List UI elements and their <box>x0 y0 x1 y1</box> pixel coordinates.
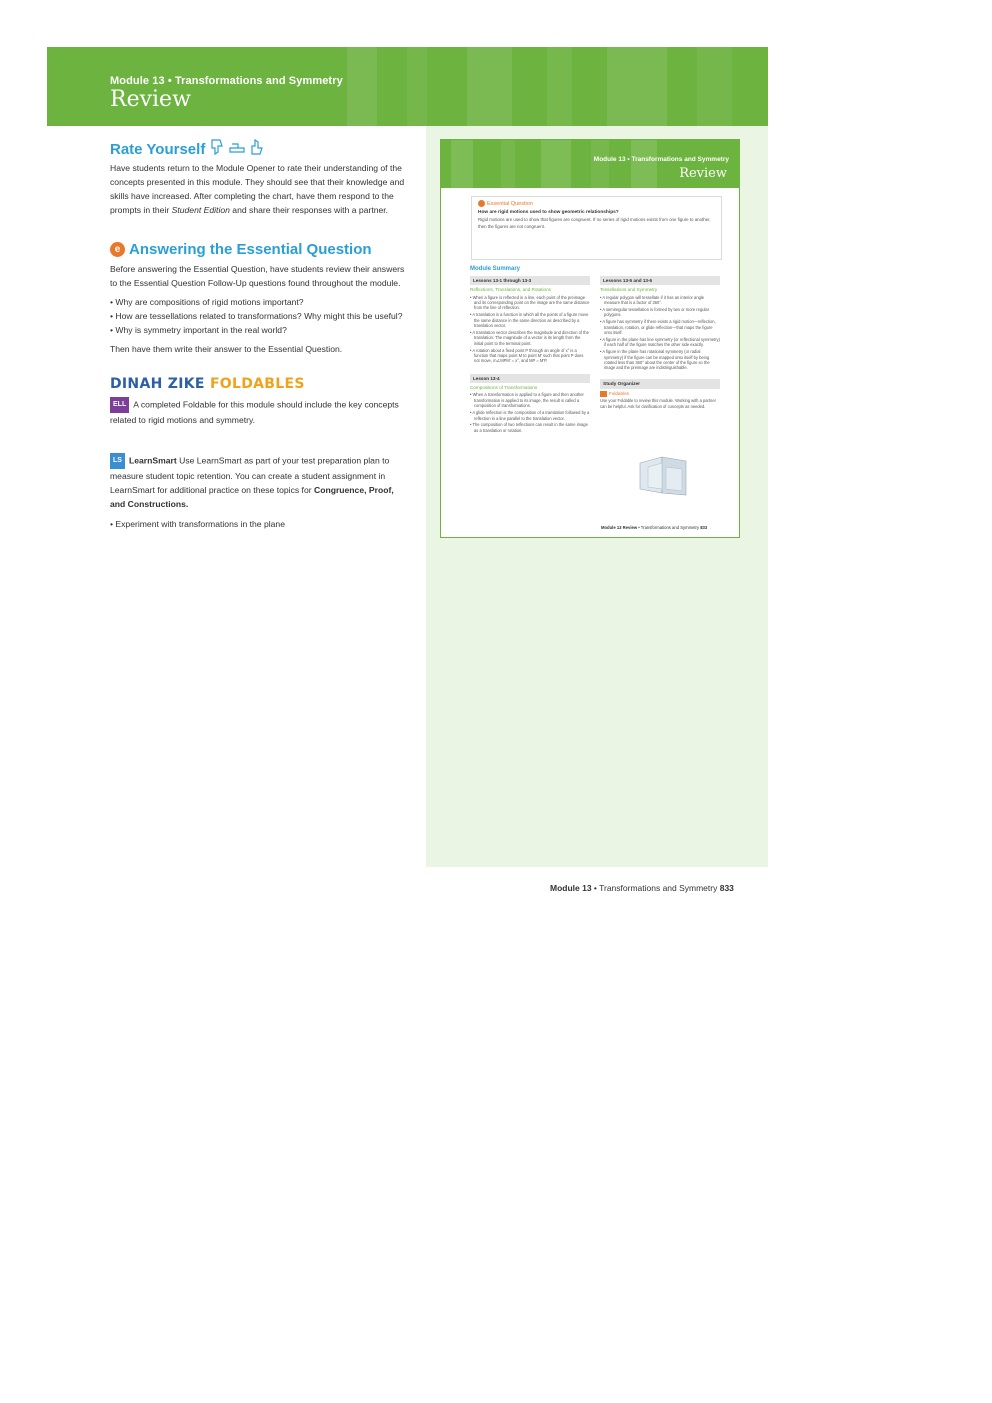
mini-subtitle: Compositions of Transformations <box>470 384 538 390</box>
list-item: • A figure in the plane has rotational symmetry (or radial symmetry) if the figure can be mapped onto itself by being rotated less than 360° about the center of the figure so the image and the preimage are indistinguishable. <box>600 349 710 371</box>
mini-lesson-bar: Lessons 13-5 and 13-6 <box>600 276 720 285</box>
teacher-notes-column <box>110 136 410 531</box>
mini-lesson-bar: Lesson 13-4 <box>470 374 590 383</box>
essential-question-heading-row <box>110 241 410 259</box>
learnsmart-bullet: • Experiment with transformations in the plane <box>110 519 285 529</box>
foldable-illustration <box>636 453 691 497</box>
foldables-text: ELL A completed Foldable for this module should include the key concepts related to rigid motions and symmetry. <box>110 397 410 427</box>
list-item: • When a transformation is applied to a figure and then another transformation is applied to its image, the result is called a composition of transformations. <box>470 392 584 409</box>
dinah-zike-foldables-logo: DINAH ZIKE FOLDABLES <box>110 376 305 392</box>
ell-badge: ELL <box>110 397 129 413</box>
mini-subtitle: Tessellations and Symmetry <box>600 287 658 292</box>
list-item: • A rotation about a fixed point P through an angle of x° is a function that maps point M to point M' such that point P does not move, m∠MPM' = x°, and MP = M'P. <box>470 347 584 364</box>
list-item: • A figure in the plane has line symmetry (or reflectional symmetry) if each half of the figure matches the other side exactly. <box>600 336 720 348</box>
mini-eq-label: Essential Question <box>487 200 533 207</box>
mini-summary-column-left <box>470 276 590 433</box>
module-label: Module 13 • Transformations and Symmetry <box>110 75 343 87</box>
thumbs-rating-icon <box>208 136 270 158</box>
page-title: Review <box>110 87 191 112</box>
page-footer: Module 13 • Transformations and Symmetry 833 <box>550 883 734 893</box>
mini-lesson-bar: Lessons 13-1 through 13-3 <box>470 276 590 285</box>
page-number: 833 <box>719 883 734 893</box>
rate-yourself-heading-row <box>110 136 410 158</box>
student-edition-page-thumbnail <box>440 139 740 538</box>
mini-study-organizer-bar: Study Organizer <box>600 379 720 389</box>
mini-foldables-text: Use your Foldable to review this module. Working with a partner can be helpful. Ask for clarification of concepts as needed. <box>600 398 716 409</box>
mini-subtitle: Reflections, Translations, and Rotations <box>470 287 551 292</box>
list-item: • The composition of two reflections can result in the same image as a translation or rotation. <box>470 422 588 433</box>
mini-title: Review <box>679 166 727 181</box>
list-item: • A semiregular tessellation is formed by two or more regular polygons. <box>600 306 710 318</box>
mini-essential-question-box <box>471 196 722 260</box>
list-item: • How are tessellations related to transformations? Why might this be useful? <box>110 311 403 321</box>
mini-foldables-label: Foldables <box>609 391 629 396</box>
list-item: • Why is symmetry important in the real world? <box>110 325 287 335</box>
essential-question-bullets <box>110 295 410 337</box>
list-item: • A translation is a function in which all the points of a figure move the same distance in the same direction as described by a translation vector. <box>470 312 589 329</box>
rate-yourself-text: Have students return to the Module Opener to rate their understanding of the concepts presented in this module. They should see that their knowledge and skills have increased. After completing the chart, have them respond to the prompts in their Student Edition and share their responses with a partner. <box>110 163 405 215</box>
mini-eq-question: How are rigid motions used to show geometric relationships? <box>478 210 619 215</box>
list-item: • A glide reflection is the composition of a translation followed by a reflection in a line parallel to the translation vector. <box>470 410 590 421</box>
essential-question-heading: Answering the Essential Question <box>129 241 372 258</box>
mini-module-label: Module 13 • Transformations and Symmetry <box>593 156 729 163</box>
list-item: • A figure has symmetry if there exists a rigid motion—reflection, translation, rotation, or glide reflection—that maps the figure onto itself. <box>600 319 716 335</box>
mini-footer: Module 13 Review • Transformations and Symmetry 833 <box>601 525 708 530</box>
mini-summary-title: Module Summary <box>470 266 521 272</box>
learnsmart-badge: LS <box>110 453 125 469</box>
essential-question-icon <box>478 200 485 207</box>
essential-question-closing: Then have them write their answer to the Essential Question. <box>110 344 343 354</box>
module-banner <box>47 47 768 126</box>
mini-eq-answer: Rigid motions are used to show that figures are congruent. If no series of rigid motions exists from one figure to another, then the figures are not congruent. <box>478 217 711 229</box>
list-item: • A translation vector describes the magnitude and direction of the translation. The magnitude of a vector is its length from the initial point to the terminal point. <box>470 329 589 346</box>
list-item: • A regular polygon will tessellate if it has an interior angle measure that is a factor of 360°. <box>600 294 705 305</box>
list-item: • When a figure is reflected in a line, each point of the preimage and its corresponding point on the image are the same distance from the line of reflection. <box>470 294 590 311</box>
mini-header <box>441 140 740 188</box>
rate-yourself-heading: Rate Yourself <box>110 141 206 158</box>
foldables-icon <box>600 391 607 397</box>
mini-summary-column-right <box>600 276 720 409</box>
list-item: • Why are compositions of rigid motions important? <box>110 297 304 307</box>
essential-question-intro: Before answering the Essential Question, have students review their answers to the Essential Question Follow-Up questions found throughout the module. <box>110 264 405 288</box>
learnsmart-text: LS LearnSmart Use LearnSmart as part of your test preparation plan to measure student topic retention. You can create a student assignment in LearnSmart for additional practice on these topics for Congruence, Proof, and Constructions. <box>110 453 410 511</box>
essential-question-icon: e <box>110 242 125 257</box>
